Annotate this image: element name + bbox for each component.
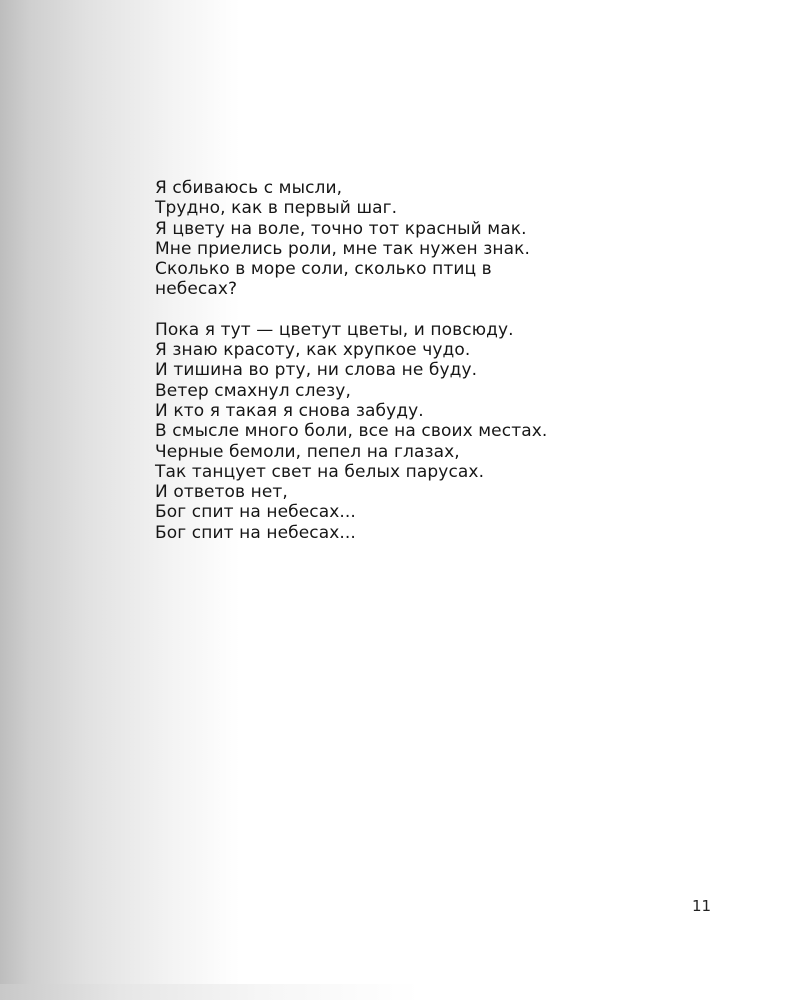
poem-line: Бог спит на небесах...: [155, 502, 356, 523]
poem-line: В смысле много боли, все на своих местах.: [155, 421, 548, 442]
poem-line: Ветер смахнул слезу,: [155, 380, 351, 401]
poem-line: Я цвету на воле, точно тот красный мак.: [155, 218, 527, 239]
poem-line: Бог спит на небесах...: [155, 522, 356, 543]
poem-line: Мне приелись роли, мне так нужен знак.: [155, 238, 530, 259]
poem-line: И кто я такая я снова забуду.: [155, 400, 424, 421]
poem-line: Так танцует свет на белых парусах.: [155, 461, 485, 482]
stanza-1: [155, 178, 715, 300]
poem-line: Трудно, как в первый шаг.: [155, 198, 398, 219]
poem-text: [155, 178, 715, 563]
poem-line: И ответов нет,: [155, 482, 288, 503]
page-bottom-edge: [0, 984, 800, 1000]
poem-line: Я знаю красоту, как хрупкое чудо.: [155, 340, 471, 361]
poem-line: небесах?: [155, 279, 238, 300]
poem-line: Черные бемоли, пепел на глазах,: [155, 441, 460, 462]
poem-line: И тишина во рту, ни слова не буду.: [155, 360, 478, 381]
page-number: 11: [692, 897, 712, 915]
poem-line: Сколько в море соли, сколько птиц в: [155, 259, 492, 280]
poem-line: Пока я тут — цветут цветы, и повсюду.: [155, 319, 514, 340]
stanza-2: [155, 320, 715, 543]
poem-line: Я сбиваюсь с мысли,: [155, 178, 343, 198]
